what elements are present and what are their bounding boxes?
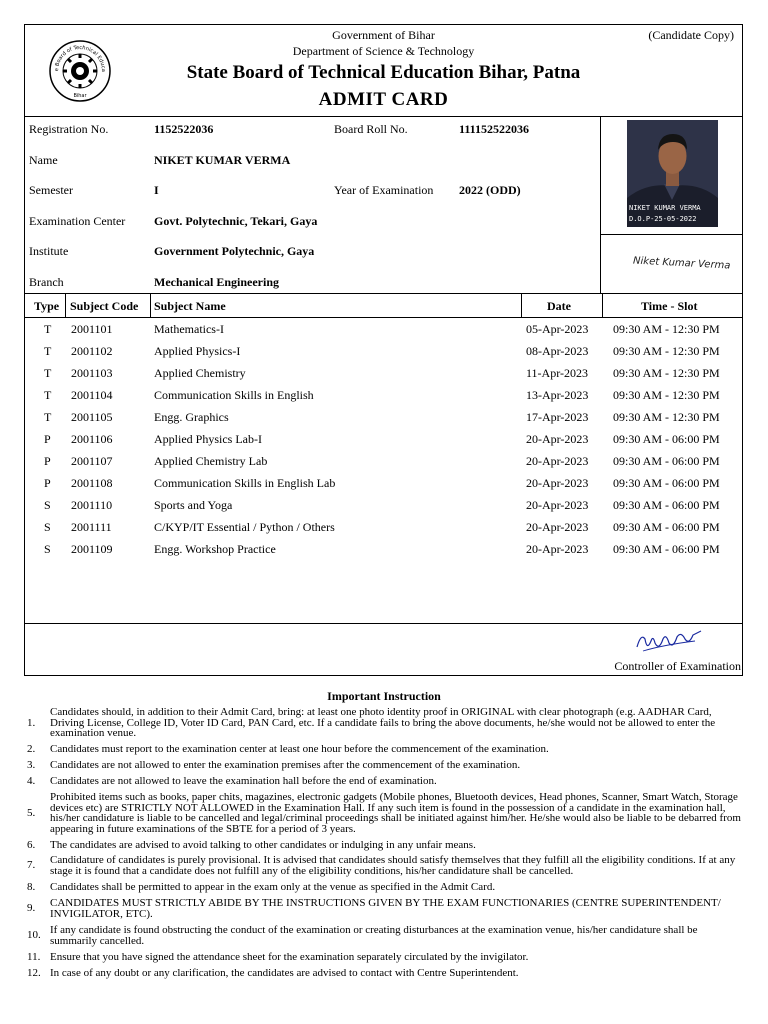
instruction-text: Candidates should, in addition to their Admit Card, bring: at least one photo identity proof in ORIGINAL with clear photograph (e.g. AADHAR Card, Driving License, College ID, Voter ID Card, PAN Card, etc. If a candidate fails to bring the above documents, he/she would not be allowed to enter the examination venue. [50,706,716,739]
cell-name: Applied Physics Lab-I [154,432,262,446]
candidate-signature: Niket Kumar Verma [632,255,731,272]
th-time: Time - Slot [641,299,698,313]
instruction-number: 1. [27,717,36,729]
cell-code: 2001103 [71,366,113,380]
cell-date: 20-Apr-2023 [526,542,589,556]
table-row [25,429,742,449]
cell-type: T [44,410,52,424]
cell-type: S [44,498,51,512]
admit-card-header [25,25,742,117]
instruction-text: Candidature of candidates is purely provisional. It is advised that candidates should satisfy themselves that they fulfill all the eligibility conditions. If at any stage it is found that a candidate does not fulfill any of the eligibility conditions, his/her candidature shall be cancelled. [50,854,736,877]
cell-date: 08-Apr-2023 [526,344,589,358]
instruction-text: CANDIDATES MUST STRICTLY ABIDE BY THE INSTRUCTIONS GIVEN BY THE EXAM FUNCTIONARIES (CENTRE SUPERINTENDENT/ INVIGILATOR, ETC). [50,897,721,920]
cell-time: 09:30 AM - 06:00 PM [613,454,720,468]
cell-name: Communication Skills in English Lab [154,476,336,490]
cell-time: 09:30 AM - 12:30 PM [613,410,720,424]
semester-label: Semester [29,183,73,197]
cell-date: 20-Apr-2023 [526,520,589,534]
instruction-text: Prohibited items such as books, paper chits, magazines, electronic gadgets (Mobile phones, Bluetooth devices, Head phones, Scanner, Smart Watch, Storage devices etc) are STRICTLY NOT ALLOWED in the Examination Hall. If any such item is found in the possession of a candidate in the examination hall, his/her candidature is liable to be cancelled and legal/criminal proceedings shall be initiated against him/her. He/she would also be liable to be debarred from appearing in future examinations of the SBTE for a period of 3 years. [50,791,741,835]
cell-name: C/KYP/IT Essential / Python / Others [154,520,335,534]
center-label: Examination Center [29,214,126,228]
instruction-text: In case of any doubt or any clarification, the candidates are advised to contact with Centre Superintendent. [50,967,519,979]
table-row [25,363,742,383]
instruction-text: Candidates shall be permitted to appear in the exam only at the venue as specified in the Admit Card. [50,881,496,893]
cell-code: 2001110 [71,498,113,512]
department-line: Department of Science & Technology [292,44,475,58]
copy-label: (Candidate Copy) [648,28,734,42]
name-value: NIKET KUMAR VERMA [154,153,291,167]
th-name: Subject Name [154,299,226,313]
column-divider [602,294,603,317]
cell-time: 09:30 AM - 06:00 PM [613,432,720,446]
photo-box [600,117,742,294]
cell-type: T [44,366,52,380]
cell-name: Sports and Yoga [154,498,233,512]
cell-time: 09:30 AM - 06:00 PM [613,520,720,534]
svg-text:Bihar: Bihar [73,93,87,99]
branch-value: Mechanical Engineering [154,275,279,289]
table-row [25,407,742,427]
cell-code: 2001109 [71,542,113,556]
instruction-number: 7. [27,859,36,871]
cell-name: Engg. Graphics [154,410,229,424]
semester-value: I [154,183,159,197]
cell-time: 09:30 AM - 06:00 PM [613,542,720,556]
instruction-number: 9. [27,902,36,914]
instruction-item [27,776,743,788]
cell-code: 2001102 [71,344,113,358]
th-code: Subject Code [70,299,139,313]
cell-date: 13-Apr-2023 [526,388,589,402]
cell-time: 09:30 AM - 12:30 PM [613,344,720,358]
cell-code: 2001111 [71,520,112,534]
cell-time: 09:30 AM - 12:30 PM [613,366,720,380]
instruction-item [27,898,743,920]
instruction-text: If any candidate is found obstructing the conduct of the examination or creating disturbances at the examination venue, his/her candidature shall be summarily cancelled. [50,924,698,947]
government-line: Government of Bihar [332,28,435,42]
table-row [25,517,742,537]
instruction-item [27,968,743,980]
cell-type: S [44,520,51,534]
candidate-photo [627,120,718,227]
th-type: Type [34,299,60,313]
cell-type: P [44,476,51,490]
instruction-item [27,840,743,852]
year-label: Year of Examination [334,183,434,197]
instruction-item [27,952,743,964]
instruction-item [27,792,743,836]
name-label: Name [29,153,58,167]
cell-type: T [44,344,52,358]
table-row [25,539,742,559]
instruction-item [27,707,743,739]
cell-type: P [44,454,51,468]
cell-code: 2001104 [71,388,113,402]
instruction-number: 4. [27,775,36,787]
center-value: Govt. Polytechnic, Tekari, Gaya [154,214,318,228]
instruction-item [27,882,743,894]
table-row [25,451,742,471]
th-date: Date [547,299,571,313]
subject-table-header [25,294,742,318]
table-row [25,473,742,493]
controller-label: Controller of Examination [614,659,741,673]
cell-time: 09:30 AM - 06:00 PM [613,498,720,512]
controller-footer [25,624,742,676]
table-row [25,319,742,339]
table-row [25,385,742,405]
table-row [25,341,742,361]
cell-name: Applied Chemistry [154,366,246,380]
cell-type: S [44,542,51,556]
instruction-item [27,925,743,947]
column-divider [150,294,151,317]
board-name: State Board of Technical Education Bihar, Patna [186,62,581,83]
instruction-number: 2. [27,743,36,755]
instruction-number: 5. [27,807,36,819]
cell-date: 20-Apr-2023 [526,432,589,446]
cell-type: T [44,388,52,402]
institute-value: Government Polytechnic, Gaya [154,244,315,258]
cell-type: P [44,432,51,446]
instruction-number: 6. [27,839,36,851]
cell-code: 2001108 [71,476,113,490]
instruction-text: Candidates are not allowed to leave the examination hall before the end of examination. [50,775,437,787]
cell-name: Applied Physics-I [154,344,241,358]
cell-date: 17-Apr-2023 [526,410,589,424]
instruction-text: Ensure that you have signed the attendance sheet for the examination separately circulated by the invigilator. [50,951,529,963]
cell-name: Applied Chemistry Lab [154,454,268,468]
cell-time: 09:30 AM - 12:30 PM [613,322,720,336]
year-value: 2022 (ODD) [459,183,521,197]
cell-name: Engg. Workshop Practice [154,542,276,556]
instruction-number: 3. [27,759,36,771]
roll-value: 111152522036 [459,122,530,136]
instruction-item [27,744,743,756]
instruction-item [27,855,743,877]
cell-date: 20-Apr-2023 [526,476,589,490]
instruction-number: 11. [27,951,41,963]
instruction-number: 8. [27,881,36,893]
registration-label: Registration No. [29,122,109,136]
subject-table-body [25,318,742,624]
cell-code: 2001107 [71,454,113,468]
instruction-number: 12. [27,967,41,979]
column-divider [521,294,522,317]
institute-label: Institute [29,244,69,258]
cell-name: Communication Skills in English [154,388,314,402]
cell-date: 05-Apr-2023 [526,322,589,336]
registration-value: 1152522036 [154,122,214,136]
controller-signature [633,627,705,662]
cell-code: 2001101 [71,322,113,336]
svg-text:State Board of Technical Educa: e Board of Technical Educa [53,44,107,73]
table-row [25,495,742,515]
roll-label: Board Roll No. [334,122,408,136]
photo-caption-dob: D.O.P-25-05-2022 [629,215,697,223]
cell-name: Mathematics-I [154,322,224,336]
signature-box [601,234,743,294]
instructions-title: Important Instruction [327,689,441,703]
cell-date: 20-Apr-2023 [526,498,589,512]
instruction-text: Candidates are not allowed to enter the examination premises after the commencement of the examination. [50,759,521,771]
instruction-text: The candidates are advised to avoid talking to other candidates or indulging in any unfair means. [50,839,476,851]
page-title: ADMIT CARD [318,89,449,110]
cell-date: 20-Apr-2023 [526,454,589,468]
cell-date: 11-Apr-2023 [526,366,588,380]
cell-time: 09:30 AM - 12:30 PM [613,388,720,402]
cell-code: 2001105 [71,410,113,424]
cell-time: 09:30 AM - 06:00 PM [613,476,720,490]
candidate-info [25,117,742,294]
admit-card [24,24,743,676]
cell-type: T [44,322,52,336]
column-divider [65,294,66,317]
branch-label: Branch [29,275,64,289]
instruction-text: Candidates must report to the examination center at least one hour before the commencement of the examination. [50,743,549,755]
instruction-item [27,760,743,772]
instruction-number: 10. [27,929,41,941]
cell-code: 2001106 [71,432,113,446]
photo-caption-name: NIKET KUMAR VERMA [629,204,701,212]
